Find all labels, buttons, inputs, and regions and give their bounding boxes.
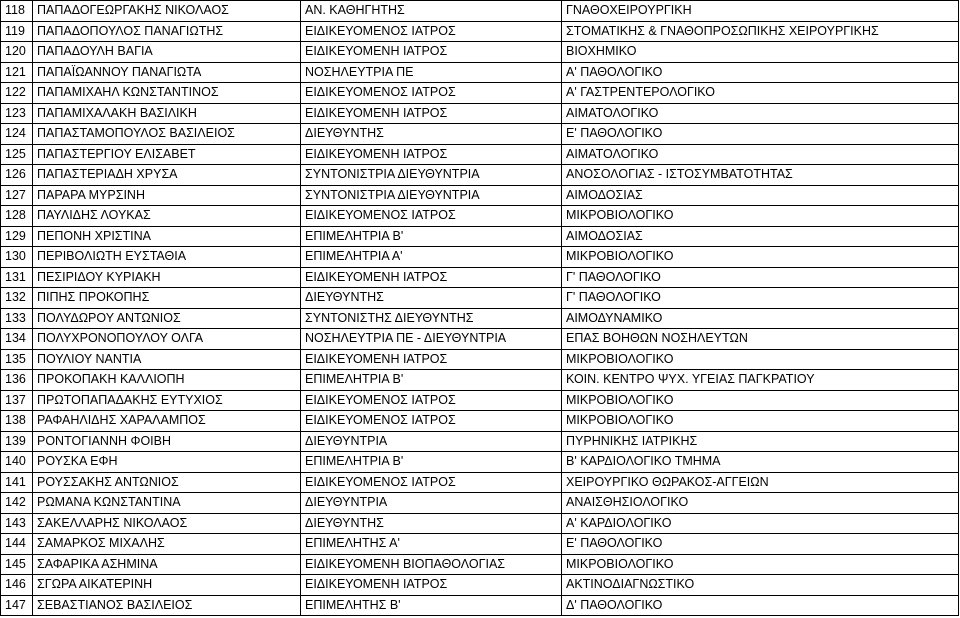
department-cell: ΑΙΜΑΤΟΛΟΓΙΚΟ <box>562 144 959 165</box>
department-cell: ΠΥΡΗΝΙΚΗΣ ΙΑΤΡΙΚΗΣ <box>562 431 959 452</box>
table-row <box>1 21 959 42</box>
name-cell: ΣΕΒΑΣΤΙΑΝΟΣ ΒΑΣΙΛΕΙΟΣ <box>33 595 301 616</box>
department-cell: ΒΙΟΧΗΜΙΚΟ <box>562 42 959 63</box>
department-cell: Ε' ΠΑΘΟΛΟΓΙΚΟ <box>562 534 959 555</box>
roster-body <box>1 1 959 616</box>
department-cell: ΓΝΑΘΟΧΕΙΡΟΥΡΓΙΚΗ <box>562 1 959 22</box>
name-cell: ΡΩΜΑΝΑ ΚΩΝΣΤΑΝΤΙΝΑ <box>33 493 301 514</box>
role-cell: ΔΙΕΥΘΥΝΤΗΣ <box>301 288 562 309</box>
department-cell: ΑΚΤΙΝΟΔΙΑΓΝΩΣΤΙΚΟ <box>562 575 959 596</box>
row-number-cell: 128 <box>1 206 33 227</box>
department-cell: ΣΤΟΜΑΤΙΚΗΣ & ΓΝΑΘΟΠΡΟΣΩΠΙΚΗΣ ΧΕΙΡΟΥΡΓΙΚΗΣ <box>562 21 959 42</box>
table-row <box>1 42 959 63</box>
table-row <box>1 206 959 227</box>
name-cell: ΠΙΠΗΣ ΠΡΟΚΟΠΗΣ <box>33 288 301 309</box>
row-number-cell: 126 <box>1 165 33 186</box>
department-cell: ΑΝΑΙΣΘΗΣΙΟΛΟΓΙΚΟ <box>562 493 959 514</box>
row-number-cell: 134 <box>1 329 33 350</box>
table-row <box>1 390 959 411</box>
department-cell: ΜΙΚΡΟΒΙΟΛΟΓΙΚΟ <box>562 247 959 268</box>
name-cell: ΣΑΦΑΡΙΚΑ ΑΣΗΜΙΝΑ <box>33 554 301 575</box>
row-number-cell: 119 <box>1 21 33 42</box>
role-cell: ΕΠΙΜΕΛΗΤΡΙΑ Β' <box>301 370 562 391</box>
row-number-cell: 144 <box>1 534 33 555</box>
table-row <box>1 103 959 124</box>
department-cell: ΕΠΑΣ ΒΟΗΘΩΝ ΝΟΣΗΛΕΥΤΩΝ <box>562 329 959 350</box>
name-cell: ΠΟΥΛΙΟΥ ΝΑΝΤΙΑ <box>33 349 301 370</box>
name-cell: ΠΑΡΑΡΑ ΜΥΡΣΙΝΗ <box>33 185 301 206</box>
name-cell: ΠΡΟΚΟΠΑΚΗ ΚΑΛΛΙΟΠΗ <box>33 370 301 391</box>
name-cell: ΣΓΩΡΑ ΑΙΚΑΤΕΡΙΝΗ <box>33 575 301 596</box>
table-row <box>1 226 959 247</box>
row-number-cell: 136 <box>1 370 33 391</box>
role-cell: ΔΙΕΥΘΥΝΤΡΙΑ <box>301 431 562 452</box>
name-cell: ΠΑΠΑΔΟΠΟΥΛΟΣ ΠΑΝΑΓΙΩΤΗΣ <box>33 21 301 42</box>
table-row <box>1 575 959 596</box>
department-cell: ΑΙΜΑΤΟΛΟΓΙΚΟ <box>562 103 959 124</box>
row-number-cell: 135 <box>1 349 33 370</box>
role-cell: ΕΙΔΙΚΕΥΟΜΕΝΟΣ ΙΑΤΡΟΣ <box>301 21 562 42</box>
name-cell: ΡΑΦΑΗΛΙΔΗΣ ΧΑΡΑΛΑΜΠΟΣ <box>33 411 301 432</box>
table-row <box>1 1 959 22</box>
row-number-cell: 129 <box>1 226 33 247</box>
table-row <box>1 513 959 534</box>
table-row <box>1 472 959 493</box>
row-number-cell: 122 <box>1 83 33 104</box>
department-cell: ΜΙΚΡΟΒΙΟΛΟΓΙΚΟ <box>562 411 959 432</box>
name-cell: ΠΕΣΙΡΙΔΟΥ ΚΥΡΙΑΚΗ <box>33 267 301 288</box>
name-cell: ΣΑΜΑΡΚΟΣ ΜΙΧΑΛΗΣ <box>33 534 301 555</box>
department-cell: ΚΟΙΝ. ΚΕΝΤΡΟ ΨΥΧ. ΥΓΕΙΑΣ ΠΑΓΚΡΑΤΙΟΥ <box>562 370 959 391</box>
name-cell: ΠΕΠΟΝΗ ΧΡΙΣΤΙΝΑ <box>33 226 301 247</box>
role-cell: ΕΠΙΜΕΛΗΤΡΙΑ Α' <box>301 247 562 268</box>
role-cell: ΕΙΔΙΚΕΥΟΜΕΝΗ ΙΑΤΡΟΣ <box>301 267 562 288</box>
department-cell: ΑΝΟΣΟΛΟΓΙΑΣ - ΙΣΤΟΣΥΜΒΑΤΟΤΗΤΑΣ <box>562 165 959 186</box>
row-number-cell: 124 <box>1 124 33 145</box>
role-cell: ΣΥΝΤΟΝΙΣΤΗΣ ΔΙΕΥΘΥΝΤΗΣ <box>301 308 562 329</box>
name-cell: ΠΑΥΛΙΔΗΣ ΛΟΥΚΑΣ <box>33 206 301 227</box>
row-number-cell: 142 <box>1 493 33 514</box>
name-cell: ΡΟΥΣΣΑΚΗΣ ΑΝΤΩΝΙΟΣ <box>33 472 301 493</box>
row-number-cell: 140 <box>1 452 33 473</box>
name-cell: ΠΑΠΑΣΤΕΡΙΑΔΗ ΧΡΥΣΑ <box>33 165 301 186</box>
row-number-cell: 141 <box>1 472 33 493</box>
table-row <box>1 431 959 452</box>
name-cell: ΠΑΠΑΣΤΕΡΓΙΟΥ ΕΛΙΣΑΒΕΤ <box>33 144 301 165</box>
role-cell: ΣΥΝΤΟΝΙΣΤΡΙΑ ΔΙΕΥΘΥΝΤΡΙΑ <box>301 165 562 186</box>
role-cell: ΣΥΝΤΟΝΙΣΤΡΙΑ ΔΙΕΥΘΥΝΤΡΙΑ <box>301 185 562 206</box>
role-cell: ΕΙΔΙΚΕΥΟΜΕΝΟΣ ΙΑΤΡΟΣ <box>301 83 562 104</box>
department-cell: ΜΙΚΡΟΒΙΟΛΟΓΙΚΟ <box>562 206 959 227</box>
department-cell: Α' ΚΑΡΔΙΟΛΟΓΙΚΟ <box>562 513 959 534</box>
department-cell: ΜΙΚΡΟΒΙΟΛΟΓΙΚΟ <box>562 554 959 575</box>
role-cell: ΔΙΕΥΘΥΝΤΗΣ <box>301 513 562 534</box>
table-row <box>1 349 959 370</box>
role-cell: ΕΠΙΜΕΛΗΤΗΣ Β' <box>301 595 562 616</box>
row-number-cell: 132 <box>1 288 33 309</box>
table-row <box>1 124 959 145</box>
department-cell: ΑΙΜΟΔΟΣΙΑΣ <box>562 185 959 206</box>
name-cell: ΠΑΠΑΔΟΓΕΩΡΓΑΚΗΣ ΝΙΚΟΛΑΟΣ <box>33 1 301 22</box>
department-cell: Ε' ΠΑΘΟΛΟΓΙΚΟ <box>562 124 959 145</box>
table-row <box>1 329 959 350</box>
name-cell: ΠΑΠΑΜΙΧΑΛΑΚΗ ΒΑΣΙΛΙΚΗ <box>33 103 301 124</box>
department-cell: Γ' ΠΑΘΟΛΟΓΙΚΟ <box>562 267 959 288</box>
row-number-cell: 147 <box>1 595 33 616</box>
row-number-cell: 133 <box>1 308 33 329</box>
name-cell: ΠΟΛΥΧΡΟΝΟΠΟΥΛΟΥ ΟΛΓΑ <box>33 329 301 350</box>
role-cell: ΕΙΔΙΚΕΥΟΜΕΝΟΣ ΙΑΤΡΟΣ <box>301 411 562 432</box>
role-cell: ΕΠΙΜΕΛΗΤΡΙΑ Β' <box>301 226 562 247</box>
table-row <box>1 288 959 309</box>
row-number-cell: 123 <box>1 103 33 124</box>
table-row <box>1 308 959 329</box>
department-cell: ΑΙΜΟΔΥΝΑΜΙΚΟ <box>562 308 959 329</box>
department-cell: Α' ΓΑΣΤΡΕΝΤΕΡΟΛΟΓΙΚΟ <box>562 83 959 104</box>
table-row <box>1 185 959 206</box>
role-cell: ΝΟΣΗΛΕΥΤΡΙΑ ΠΕ - ΔΙΕΥΘΥΝΤΡΙΑ <box>301 329 562 350</box>
table-row <box>1 247 959 268</box>
department-cell: ΜΙΚΡΟΒΙΟΛΟΓΙΚΟ <box>562 390 959 411</box>
role-cell: ΕΙΔΙΚΕΥΟΜΕΝΗ ΙΑΤΡΟΣ <box>301 103 562 124</box>
name-cell: ΠΑΠΑΔΟΥΛΗ ΒΑΓΙΑ <box>33 42 301 63</box>
table-row <box>1 370 959 391</box>
role-cell: ΑΝ. ΚΑΘΗΓΗΤΗΣ <box>301 1 562 22</box>
row-number-cell: 143 <box>1 513 33 534</box>
role-cell: ΔΙΕΥΘΥΝΤΡΙΑ <box>301 493 562 514</box>
department-cell: Δ' ΠΑΘΟΛΟΓΙΚΟ <box>562 595 959 616</box>
role-cell: ΕΙΔΙΚΕΥΟΜΕΝΟΣ ΙΑΤΡΟΣ <box>301 472 562 493</box>
department-cell: ΑΙΜΟΔΟΣΙΑΣ <box>562 226 959 247</box>
name-cell: ΠΕΡΙΒΟΛΙΩΤΗ ΕΥΣΤΑΘΙΑ <box>33 247 301 268</box>
table-row <box>1 554 959 575</box>
role-cell: ΕΙΔΙΚΕΥΟΜΕΝΗ ΙΑΤΡΟΣ <box>301 349 562 370</box>
role-cell: ΕΙΔΙΚΕΥΟΜΕΝΟΣ ΙΑΤΡΟΣ <box>301 390 562 411</box>
name-cell: ΠΑΠΑΜΙΧΑΗΛ ΚΩΝΣΤΑΝΤΙΝΟΣ <box>33 83 301 104</box>
table-row <box>1 62 959 83</box>
role-cell: ΝΟΣΗΛΕΥΤΡΙΑ ΠΕ <box>301 62 562 83</box>
department-cell: Γ' ΠΑΘΟΛΟΓΙΚΟ <box>562 288 959 309</box>
role-cell: ΕΠΙΜΕΛΗΤΗΣ Α' <box>301 534 562 555</box>
row-number-cell: 145 <box>1 554 33 575</box>
table-row <box>1 534 959 555</box>
table-row <box>1 411 959 432</box>
row-number-cell: 125 <box>1 144 33 165</box>
department-cell: ΜΙΚΡΟΒΙΟΛΟΓΙΚΟ <box>562 349 959 370</box>
role-cell: ΕΙΔΙΚΕΥΟΜΕΝΗ ΒΙΟΠΑΘΟΛΟΓΙΑΣ <box>301 554 562 575</box>
table-row <box>1 267 959 288</box>
row-number-cell: 139 <box>1 431 33 452</box>
row-number-cell: 131 <box>1 267 33 288</box>
table-row <box>1 452 959 473</box>
name-cell: ΠΟΛΥΔΩΡΟΥ ΑΝΤΩΝΙΟΣ <box>33 308 301 329</box>
row-number-cell: 137 <box>1 390 33 411</box>
row-number-cell: 120 <box>1 42 33 63</box>
name-cell: ΠΡΩΤΟΠΑΠΑΔΑΚΗΣ ΕΥΤΥΧΙΟΣ <box>33 390 301 411</box>
table-row <box>1 165 959 186</box>
department-cell: Α' ΠΑΘΟΛΟΓΙΚΟ <box>562 62 959 83</box>
name-cell: ΠΑΠΑΣΤΑΜΟΠΟΥΛΟΣ ΒΑΣΙΛΕΙΟΣ <box>33 124 301 145</box>
role-cell: ΕΙΔΙΚΕΥΟΜΕΝΟΣ ΙΑΤΡΟΣ <box>301 206 562 227</box>
row-number-cell: 130 <box>1 247 33 268</box>
name-cell: ΡΟΝΤΟΓΙΑΝΝΗ ΦΟΙΒΗ <box>33 431 301 452</box>
table-row <box>1 83 959 104</box>
department-cell: Β' ΚΑΡΔΙΟΛΟΓΙΚΟ ΤΜΗΜΑ <box>562 452 959 473</box>
table-row <box>1 144 959 165</box>
row-number-cell: 127 <box>1 185 33 206</box>
role-cell: ΕΙΔΙΚΕΥΟΜΕΝΗ ΙΑΤΡΟΣ <box>301 144 562 165</box>
department-cell: ΧΕΙΡΟΥΡΓΙΚΟ ΘΩΡΑΚΟΣ-ΑΓΓΕΙΩΝ <box>562 472 959 493</box>
row-number-cell: 138 <box>1 411 33 432</box>
name-cell: ΡΟΥΣΚΑ ΕΦΗ <box>33 452 301 473</box>
name-cell: ΣΑΚΕΛΛΑΡΗΣ ΝΙΚΟΛΑΟΣ <box>33 513 301 534</box>
table-row <box>1 493 959 514</box>
row-number-cell: 118 <box>1 1 33 22</box>
role-cell: ΕΙΔΙΚΕΥΟΜΕΝΗ ΙΑΤΡΟΣ <box>301 42 562 63</box>
name-cell: ΠΑΠΑΪΩΑΝΝΟΥ ΠΑΝΑΓΙΩΤΑ <box>33 62 301 83</box>
table-row <box>1 595 959 616</box>
row-number-cell: 146 <box>1 575 33 596</box>
row-number-cell: 121 <box>1 62 33 83</box>
role-cell: ΕΠΙΜΕΛΗΤΡΙΑ Β' <box>301 452 562 473</box>
role-cell: ΔΙΕΥΘΥΝΤΗΣ <box>301 124 562 145</box>
role-cell: ΕΙΔΙΚΕΥΟΜΕΝΗ ΙΑΤΡΟΣ <box>301 575 562 596</box>
